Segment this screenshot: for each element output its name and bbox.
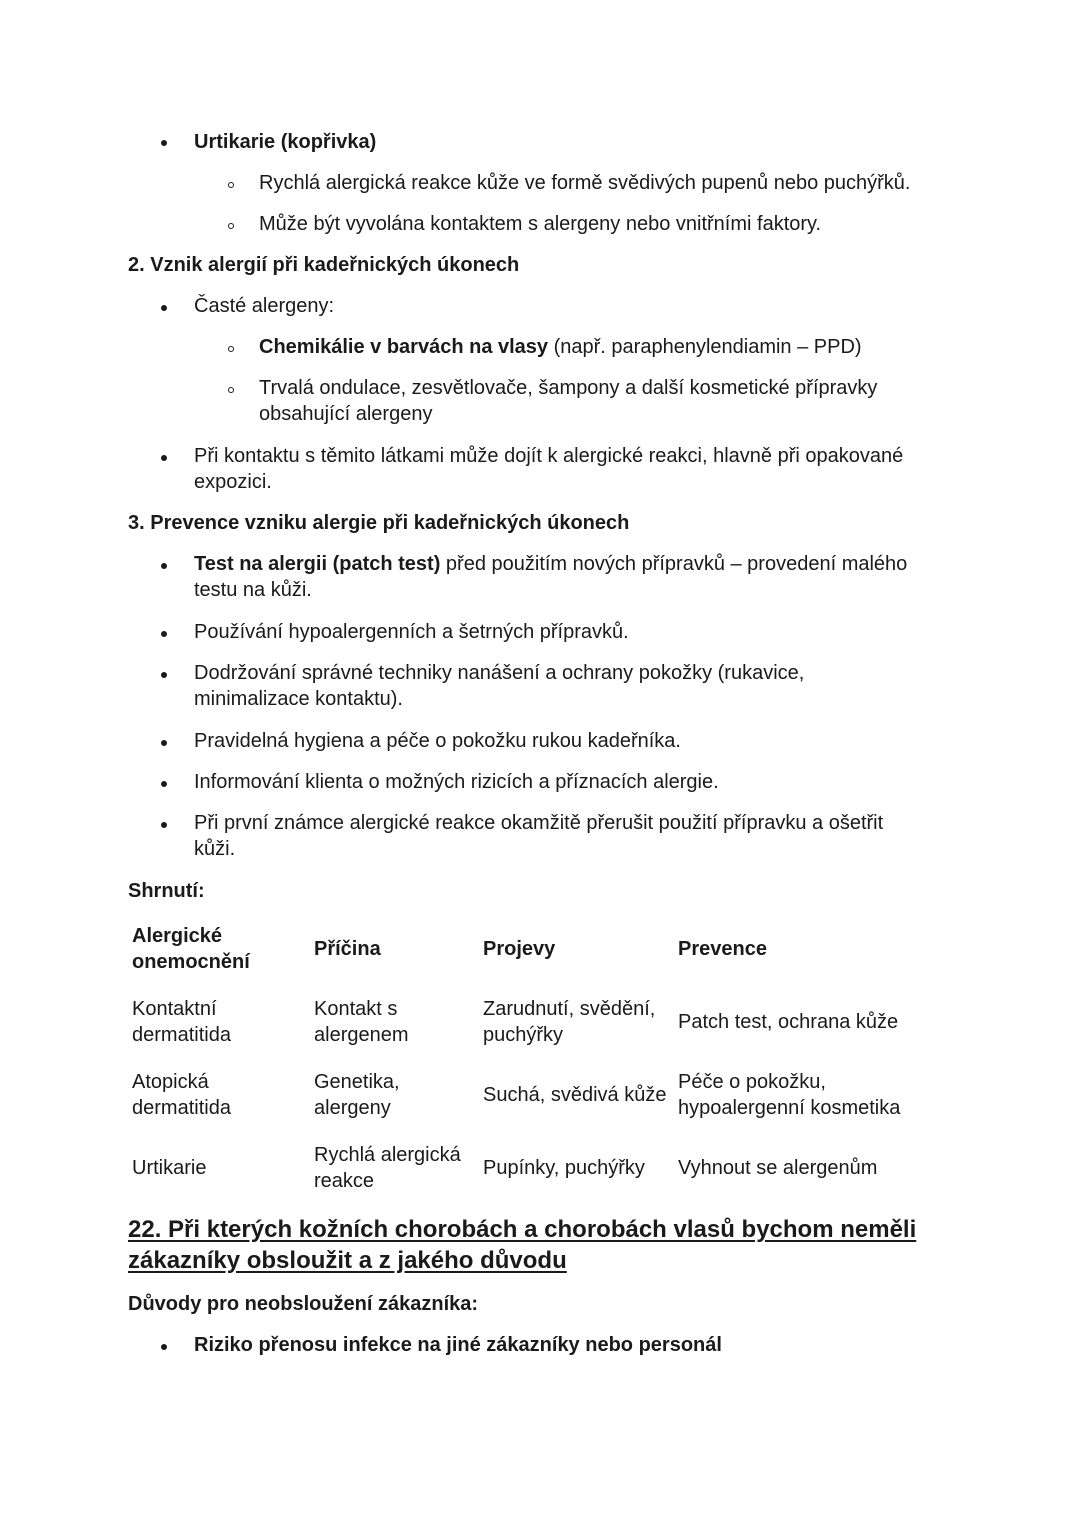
first-sign-line2: kůži. (194, 838, 236, 860)
table-header-cell: Projevy (483, 938, 556, 960)
section-2-heading: 2. Vznik alergií při kadeřnických úkonech (128, 254, 520, 276)
patch-test-rest: před použitím nových přípravků – provedení malého (440, 553, 908, 575)
bullet-icon (161, 781, 167, 787)
summary-label: Shrnutí: (128, 880, 205, 902)
patch-test-bold: Test na alergii (patch test) (194, 553, 441, 575)
chemicals-bold: Chemikálie v barvách na vlasy (259, 336, 549, 358)
technique-line2: minimalizace kontaktu). (194, 688, 403, 710)
table-cell: dermatitida (132, 1024, 231, 1046)
table-cell: alergenem (314, 1024, 409, 1046)
table-cell: Pupínky, puchýřky (483, 1157, 645, 1179)
bullet-icon (161, 455, 167, 461)
table-header-cell: Prevence (678, 938, 767, 960)
table-cell: dermatitida (132, 1097, 231, 1119)
table-cell: Vyhnout se alergenům (678, 1157, 878, 1179)
table-cell: Kontakt s (314, 998, 398, 1020)
infection-risk-item: Riziko přenosu infekce na jiné zákazníky nebo personál (194, 1334, 722, 1356)
section-22-heading-line1: 22. Při kterých kožních chorobách a chorobách vlasů bychom neměli (128, 1216, 917, 1243)
table-header-cell: onemocnění (132, 951, 250, 973)
section-3-heading: 3. Prevence vzniku alergie při kadeřnických úkonech (128, 512, 630, 534)
sub-bullet-icon (228, 182, 234, 188)
patch-test-line2: testu na kůži. (194, 579, 312, 601)
inform-item: Informování klienta o možných rizicích a příznacích alergie. (194, 771, 719, 793)
table-header-cell: Alergické (132, 925, 223, 947)
table-cell: Urtikarie (132, 1157, 207, 1179)
bullet-icon (161, 822, 167, 828)
bullet-icon (161, 631, 167, 637)
bullet-icon (161, 563, 167, 569)
chemicals-item (259, 334, 862, 360)
technique-line1: Dodržování správné techniky nanášení a ochrany pokožky (rukavice, (194, 662, 805, 684)
sub-bullet-icon (228, 223, 234, 229)
sub-bullet-icon (228, 387, 234, 393)
patch-test-line1 (194, 551, 907, 577)
allergens-label: Časté alergeny: (194, 295, 335, 317)
bullet-icon (161, 140, 167, 146)
table-cell: Zarudnutí, svědění, (483, 998, 656, 1020)
table-header-cell: Příčina (314, 938, 381, 960)
contact-line1: Při kontaktu s těmito látkami může dojít k alergické reakci, hlavně při opakované (194, 445, 904, 467)
other-products-line1: Trvalá ondulace, zesvětlovače, šampony a další kosmetické přípravky (259, 377, 878, 399)
bullet-icon (161, 1344, 167, 1350)
table-cell: Patch test, ochrana kůže (678, 1011, 899, 1033)
urtikarie-point: Rychlá alergická reakce kůže ve formě svědivých pupenů nebo puchýřků. (259, 172, 911, 194)
table-cell: Atopická (132, 1071, 209, 1093)
first-sign-line1: Při první známce alergické reakce okamžitě přerušit použití přípravku a ošetřit (194, 812, 884, 834)
chemicals-rest: (např. paraphenylendiamin – PPD) (548, 336, 862, 358)
section-22-heading-line2: zákazníky obsloužit a z jakého důvodu (128, 1247, 567, 1274)
table-cell: puchýřky (483, 1024, 564, 1046)
table-cell: Péče o pokožku, (678, 1071, 826, 1093)
table-cell: hypoalergenní kosmetika (678, 1097, 901, 1119)
reasons-label: Důvody pro neobsloužení zákazníka: (128, 1293, 479, 1315)
bullet-icon (161, 672, 167, 678)
hygiene-item: Pravidelná hygiena a péče o pokožku rukou kadeřníka. (194, 730, 681, 752)
bullet-icon (161, 305, 167, 311)
table-cell: Genetika, (314, 1071, 400, 1093)
table-cell: Suchá, svědivá kůže (483, 1084, 667, 1106)
table-cell: Rychlá alergická (314, 1144, 461, 1166)
other-products-line2: obsahující alergeny (259, 403, 433, 425)
urtikarie-point: Může být vyvolána kontaktem s alergeny nebo vnitřními faktory. (259, 213, 822, 235)
contact-line2: expozici. (194, 471, 272, 493)
sub-bullet-icon (228, 346, 234, 352)
table-cell: Kontaktní (132, 998, 217, 1020)
hypoallergenic-item: Používání hypoalergenních a šetrných přípravků. (194, 621, 629, 643)
table-cell: reakce (314, 1170, 375, 1192)
urtikarie-title: Urtikarie (kopřivka) (194, 131, 377, 153)
table-cell: alergeny (314, 1097, 391, 1119)
bullet-icon (161, 740, 167, 746)
